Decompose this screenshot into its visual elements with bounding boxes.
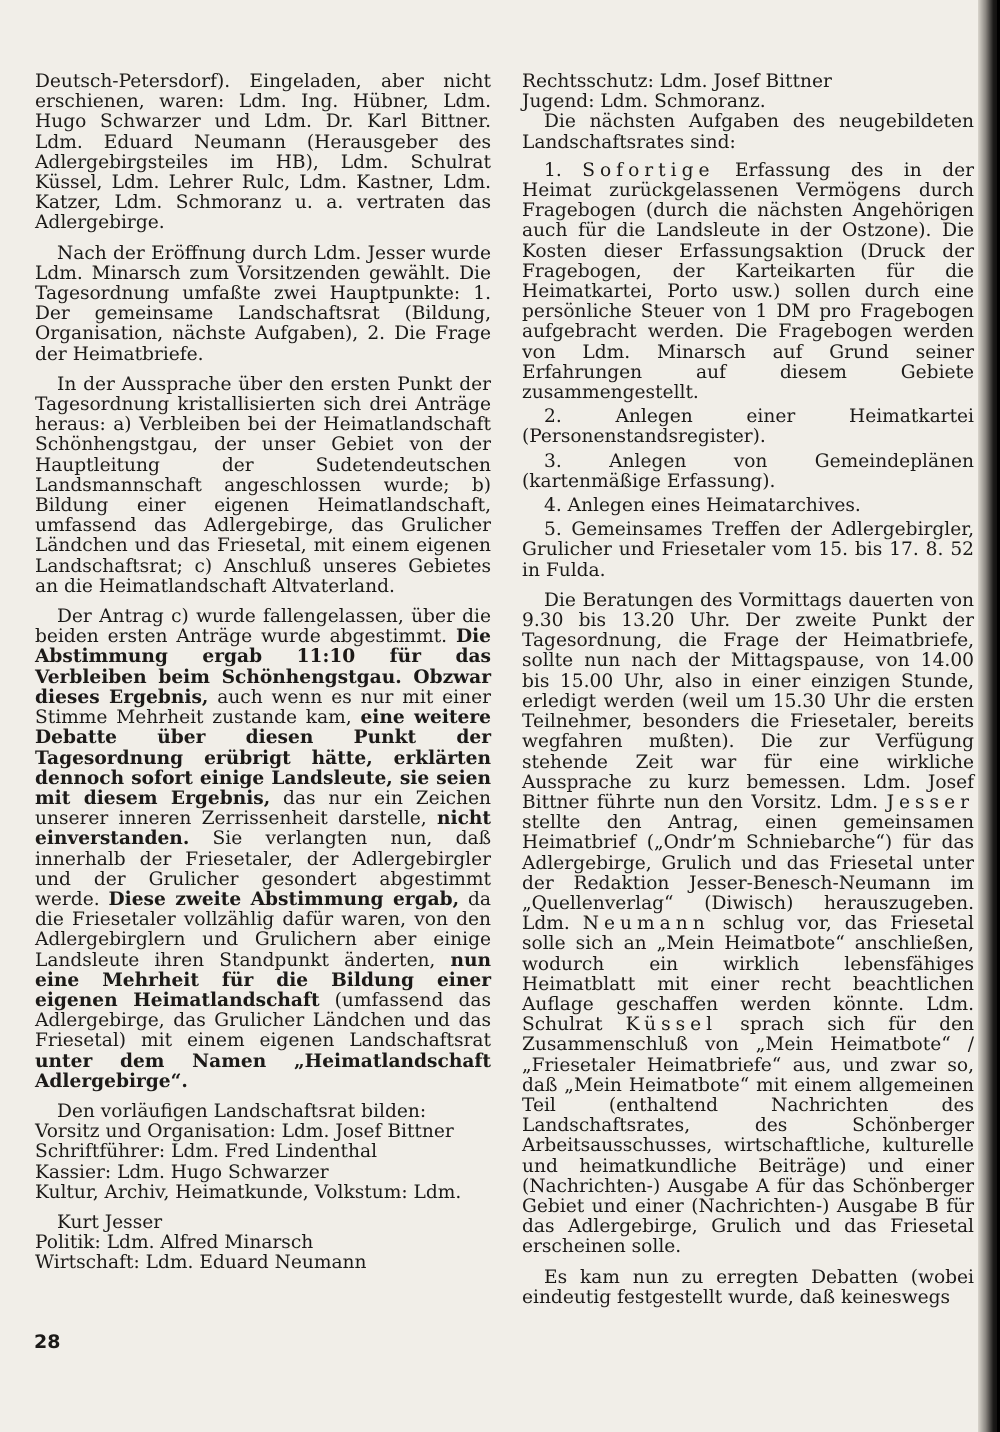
council-entry: Vorsitz und Organisation: Ldm. Josef Bittner xyxy=(35,1121,454,1143)
task-item: 3. Anlegen von Gemeindeplänen (kartenmäßige Erfassung). xyxy=(522,450,974,492)
paragraph-deliberations: Die Beratungen des Vormittags dauerten von 9.30 bis 13.20 Uhr. Der zweite Punkt der Tagesordnung, die Frage der Heimatbriefe, sollte nun nach der Mittagspause, von 14.00 bis 15.00 Uhr, also in einer einzigen Stunde, erledigt werden (weil um 15.30 Uhr die ersten Teilnehmer, besonders die Friesetaler, bereits wegfahren mußten). Die zur Verfügung stehende Zeit war für eine wirkliche Aussprache zu kurz bemessen. Ldm. Josef Bittner führte nun den Vorsitz. Ldm. Jesser stellte den Antrag, einen gemeinsamen Heimatbrief („Ondr’m Schniebarche“) für das Adlergebirge, Grulich und das Friesetal unter der Redaktion Jesser-Benesch-Neumann im „Quellenverlag“ (Diwisch) herauszugeben. Ldm. Neumann schlug vor, das Friesetal solle sich an „Mein Heimatbote“ anschließen, wodurch ein wirklich lebensfähiges Heimatblatt mit einer recht beachtlichen Auflage geschaffen werden könnte. Ldm. Schulrat Küssel sprach sich für den Zusammenschluß von „Mein Heimatbote“ / „Friesetaler Heimatbriefe“ aus, und zwar so, daß „Mein Heimatbote“ mit einem allgemeinen Teil (enthaltend Nachrichten des Landschaftsrates, des Schönberger Arbeitsausschusses, wirtschaftliche, kulturelle und heimatkundliche Beiträge) und einer (Nachrichten-) Ausgabe A für das Schönberger Gebiet und einer (Nachrichten-) Ausgabe B für das Adlergebirge, Grulich und das Friesetal erscheinen solle. xyxy=(522,589,975,1258)
council-entry: Kassier: Ldm. Hugo Schwarzer xyxy=(35,1161,329,1183)
right-column xyxy=(522,72,974,1318)
paragraph-vote: Der Antrag c) wurde fallengelassen, über die beiden ersten Anträge wurde abgestimmt. Die Abstimmung ergab 11:10 für das Verbleiben beim Schönhengstgau. Obzwar dieses Ergebnis, auch wenn es nur mit einer Stimme Mehrheit zustande kam, eine weitere Debatte über diesen Punkt der Tagesordnung erübrigt hätte, erklärten dennoch sofort einige Landsleute, sie seien mit diesem Ergebnis, das nur ein Zeichen unserer inneren Zerrissenheit darstelle, nicht einverstanden. Sie verlangten nun, daß innerhalb der Friesetaler, der Adlergebirgler und der Grulicher gesondert abgestimmt werde. Diese zweite Abstimmung ergab, da die Friesetaler vollzählig dafür waren, von den Adlergebirglern und Grulichern aber einige Landsleute ihren Standpunkt änderten, nun eine Mehrheit für die Bildung einer eigenen Heimatlandschaft (umfassend das Adlergebirge, das Grulicher Ländchen und das Friesetal) mit einem eigenen Landschaftsrat unter dem Namen „Heimatlandschaft Adlergebirge“. xyxy=(35,606,491,1092)
paragraph-tasks-intro: Die nächsten Aufgaben des neugebildeten Landschaftsrates sind: xyxy=(522,111,974,153)
task-item: 5. Gemeinsames Treffen der Adlergebirgler, Grulicher und Friesetaler vom 15. bis 17. 8. 52 in Fulda. xyxy=(522,519,974,581)
paragraph-debates: Es kam nun zu erregten Debatten (wobei eindeutig festgestellt wurde, daß keineswegs xyxy=(522,1266,974,1308)
council-entry: Rechtsschutz: Ldm. Josef Bittner xyxy=(522,71,832,92)
council-list xyxy=(35,1102,491,1274)
paragraph-attendees: Deutsch-Petersdorf). Eingeladen, aber nicht erschienen, waren: Ldm. Ing. Hübner, Ldm. Hugo Schwarzer und Ldm. Dr. Karl Bittner. Ldm. Eduard Neumann (Herausgeber des Adlergebirgsteiles im HB), Ldm. Schulrat Küssel, Ldm. Lehrer Rulc, Ldm. Kastner, Ldm. Katzer, Ldm. Schmoranz u. a. vertraten das Adlergebirge. xyxy=(35,71,491,234)
council-entry: Kurt Jesser xyxy=(57,1211,163,1233)
task-item: 2. Anlegen einer Heimatkartei (Personenstandsregister). xyxy=(522,406,974,448)
council-entry: Wirtschaft: Ldm. Eduard Neumann xyxy=(35,1252,367,1274)
council-intro: Den vorläufigen Landschaftsrat bilden: xyxy=(57,1100,427,1122)
task-item: 4. Anlegen eines Heimatarchives. xyxy=(544,495,861,517)
task-item: 1. Sofortige Erfassung des in der Heimat zurückgelassenen Vermögens durch Fragebogen (durch die nächsten Angehörigen auch für die Landsleute in der Ostzone). Die Kosten dieser Erfassungsaktion (Druck der Fragebogen, der Karteikarten für die Heimatkartei, Porto usw.) sollen durch eine persönliche Steuer von 1 DM pro Fragebogen aufgebracht werden. Die Fragebogen werden von Ldm. Minarsch auf Grund seiner Erfahrungen auf diesem Gebiete zusammengestellt. xyxy=(522,159,974,404)
council-entry: Politik: Ldm. Alfred Minarsch xyxy=(35,1232,314,1254)
council-entry: Schriftführer: Ldm. Fred Lindenthal xyxy=(35,1141,378,1163)
left-column xyxy=(35,72,491,1284)
council-entry: Kultur, Archiv, Heimatkunde, Volkstum: Ldm. xyxy=(35,1181,462,1203)
paragraph-opening: Nach der Eröffnung durch Ldm. Jesser wurde Ldm. Minarsch zum Vorsitzenden gewählt. Die Tagesordnung umfaßte zwei Hauptpunkte: 1. Der gemeinsame Landschaftsrat (Bildung, Organisation, nächste Aufgaben), 2. Die Frage der Heimatbriefe. xyxy=(35,242,491,365)
page-number: 28 xyxy=(34,1331,61,1353)
council-entry: Jugend: Ldm. Schmoranz. xyxy=(522,91,766,113)
paragraph-proposals: In der Aussprache über den ersten Punkt der Tagesordnung kristallisierten sich drei Anträge heraus: a) Verbleiben bei der Heimatlandschaft Schönhengstgau, der unser Gebiet von der Hauptleitung der Sudetendeutschen Landsmannschaft angeschlossen wurde; b) Bildung einer eigenen Heimatlandschaft, umfassend das Adlergebirge, das Grulicher Ländchen und das Friesetal, mit einem eigenen Landschaftsrat; c) Anschluß unseres Gebietes an die Heimatlandschaft Altvaterland. xyxy=(35,373,491,597)
